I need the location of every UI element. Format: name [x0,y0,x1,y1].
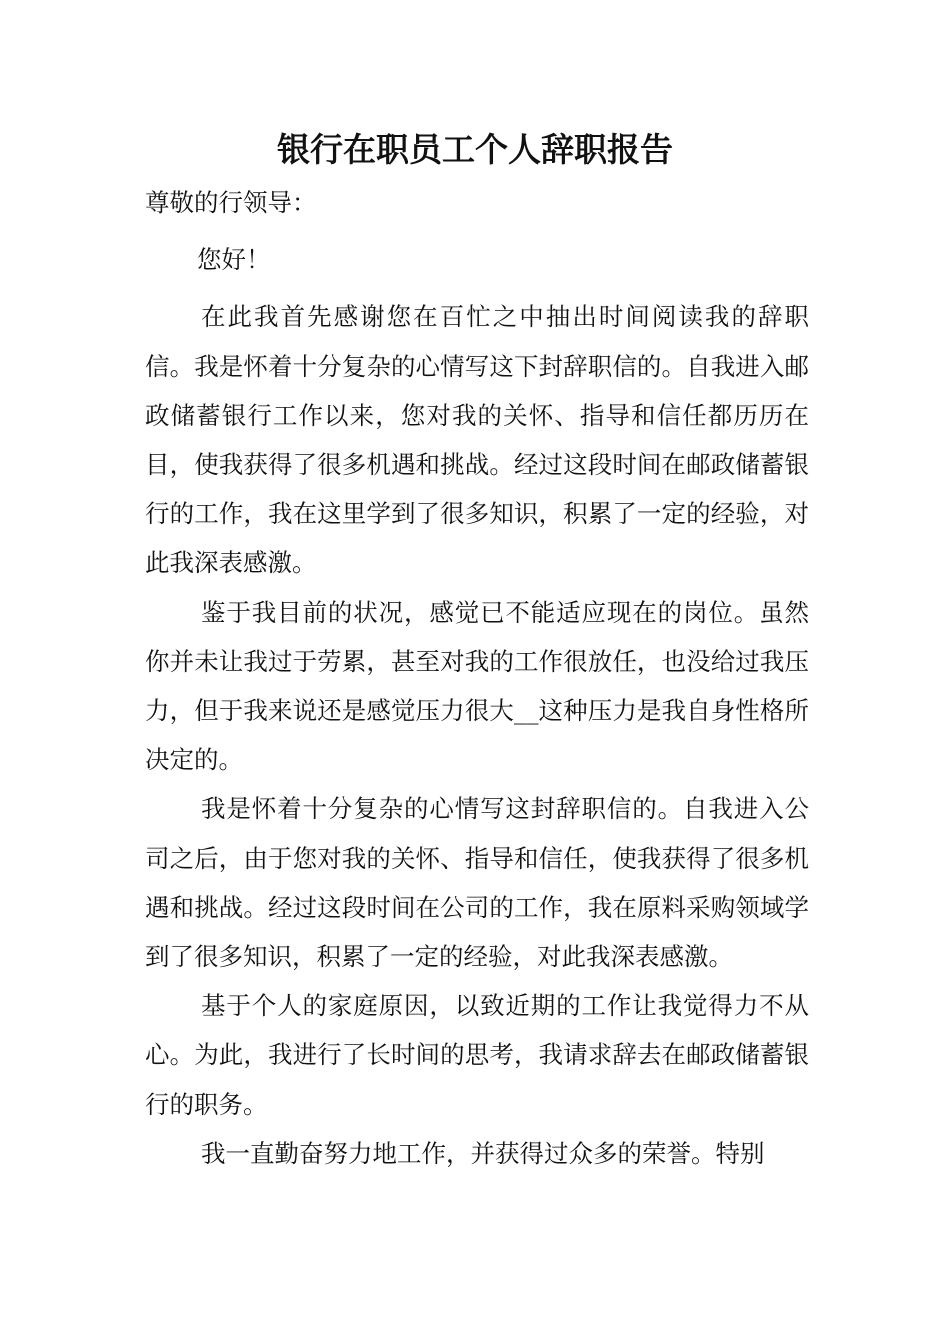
paragraph-1: 在此我首先感谢您在百忙之中抽出时间阅读我的辞职信。我是怀着十分复杂的心情写这下封辞职信的。自我进入邮政储蓄银行工作以来，您对我的关怀、指导和信任都历历在目，使我获得了很多机遇和挑战。经过这段时间在邮政储蓄银行的工作，我在这里学到了很多知识，积累了一定的经验，对此我深表感激。 [145,302,809,578]
spacer [145,227,809,235]
document-title: 银行在职员工个人辞职报告 [277,130,673,169]
document-body [145,178,809,1178]
paragraph-2: 鉴于我目前的状况，感觉已不能适应现在的岗位。虽然你并未让我过于劳累，甚至对我的工作很放任，也没给过我压力，但于我来说还是感觉压力很大__这种压力是我自身性格所决定的。 [145,597,809,775]
salutation: 尊敬的行领导： [145,188,317,217]
spacer [145,284,809,292]
paragraph-5: 我一直勤奋努力地工作，并获得过众多的荣誉。特别 [201,1138,765,1168]
paragraph-3: 我是怀着十分复杂的心情写这封辞职信的。自我进入公司之后，由于您对我的关怀、指导和信任，使我获得了很多机遇和挑战。经过这段时间在公司的工作，我在原料采购领域学到了很多知识，积累了一定的经验，对此我深表感激。 [145,794,809,972]
greeting: 您好！ [197,245,271,275]
paragraph-4: 基于个人的家庭原因，以致近期的工作让我觉得力不从心。为此，我进行了长时间的思考，我请求辞去在邮政储蓄银行的职务。 [145,991,809,1119]
